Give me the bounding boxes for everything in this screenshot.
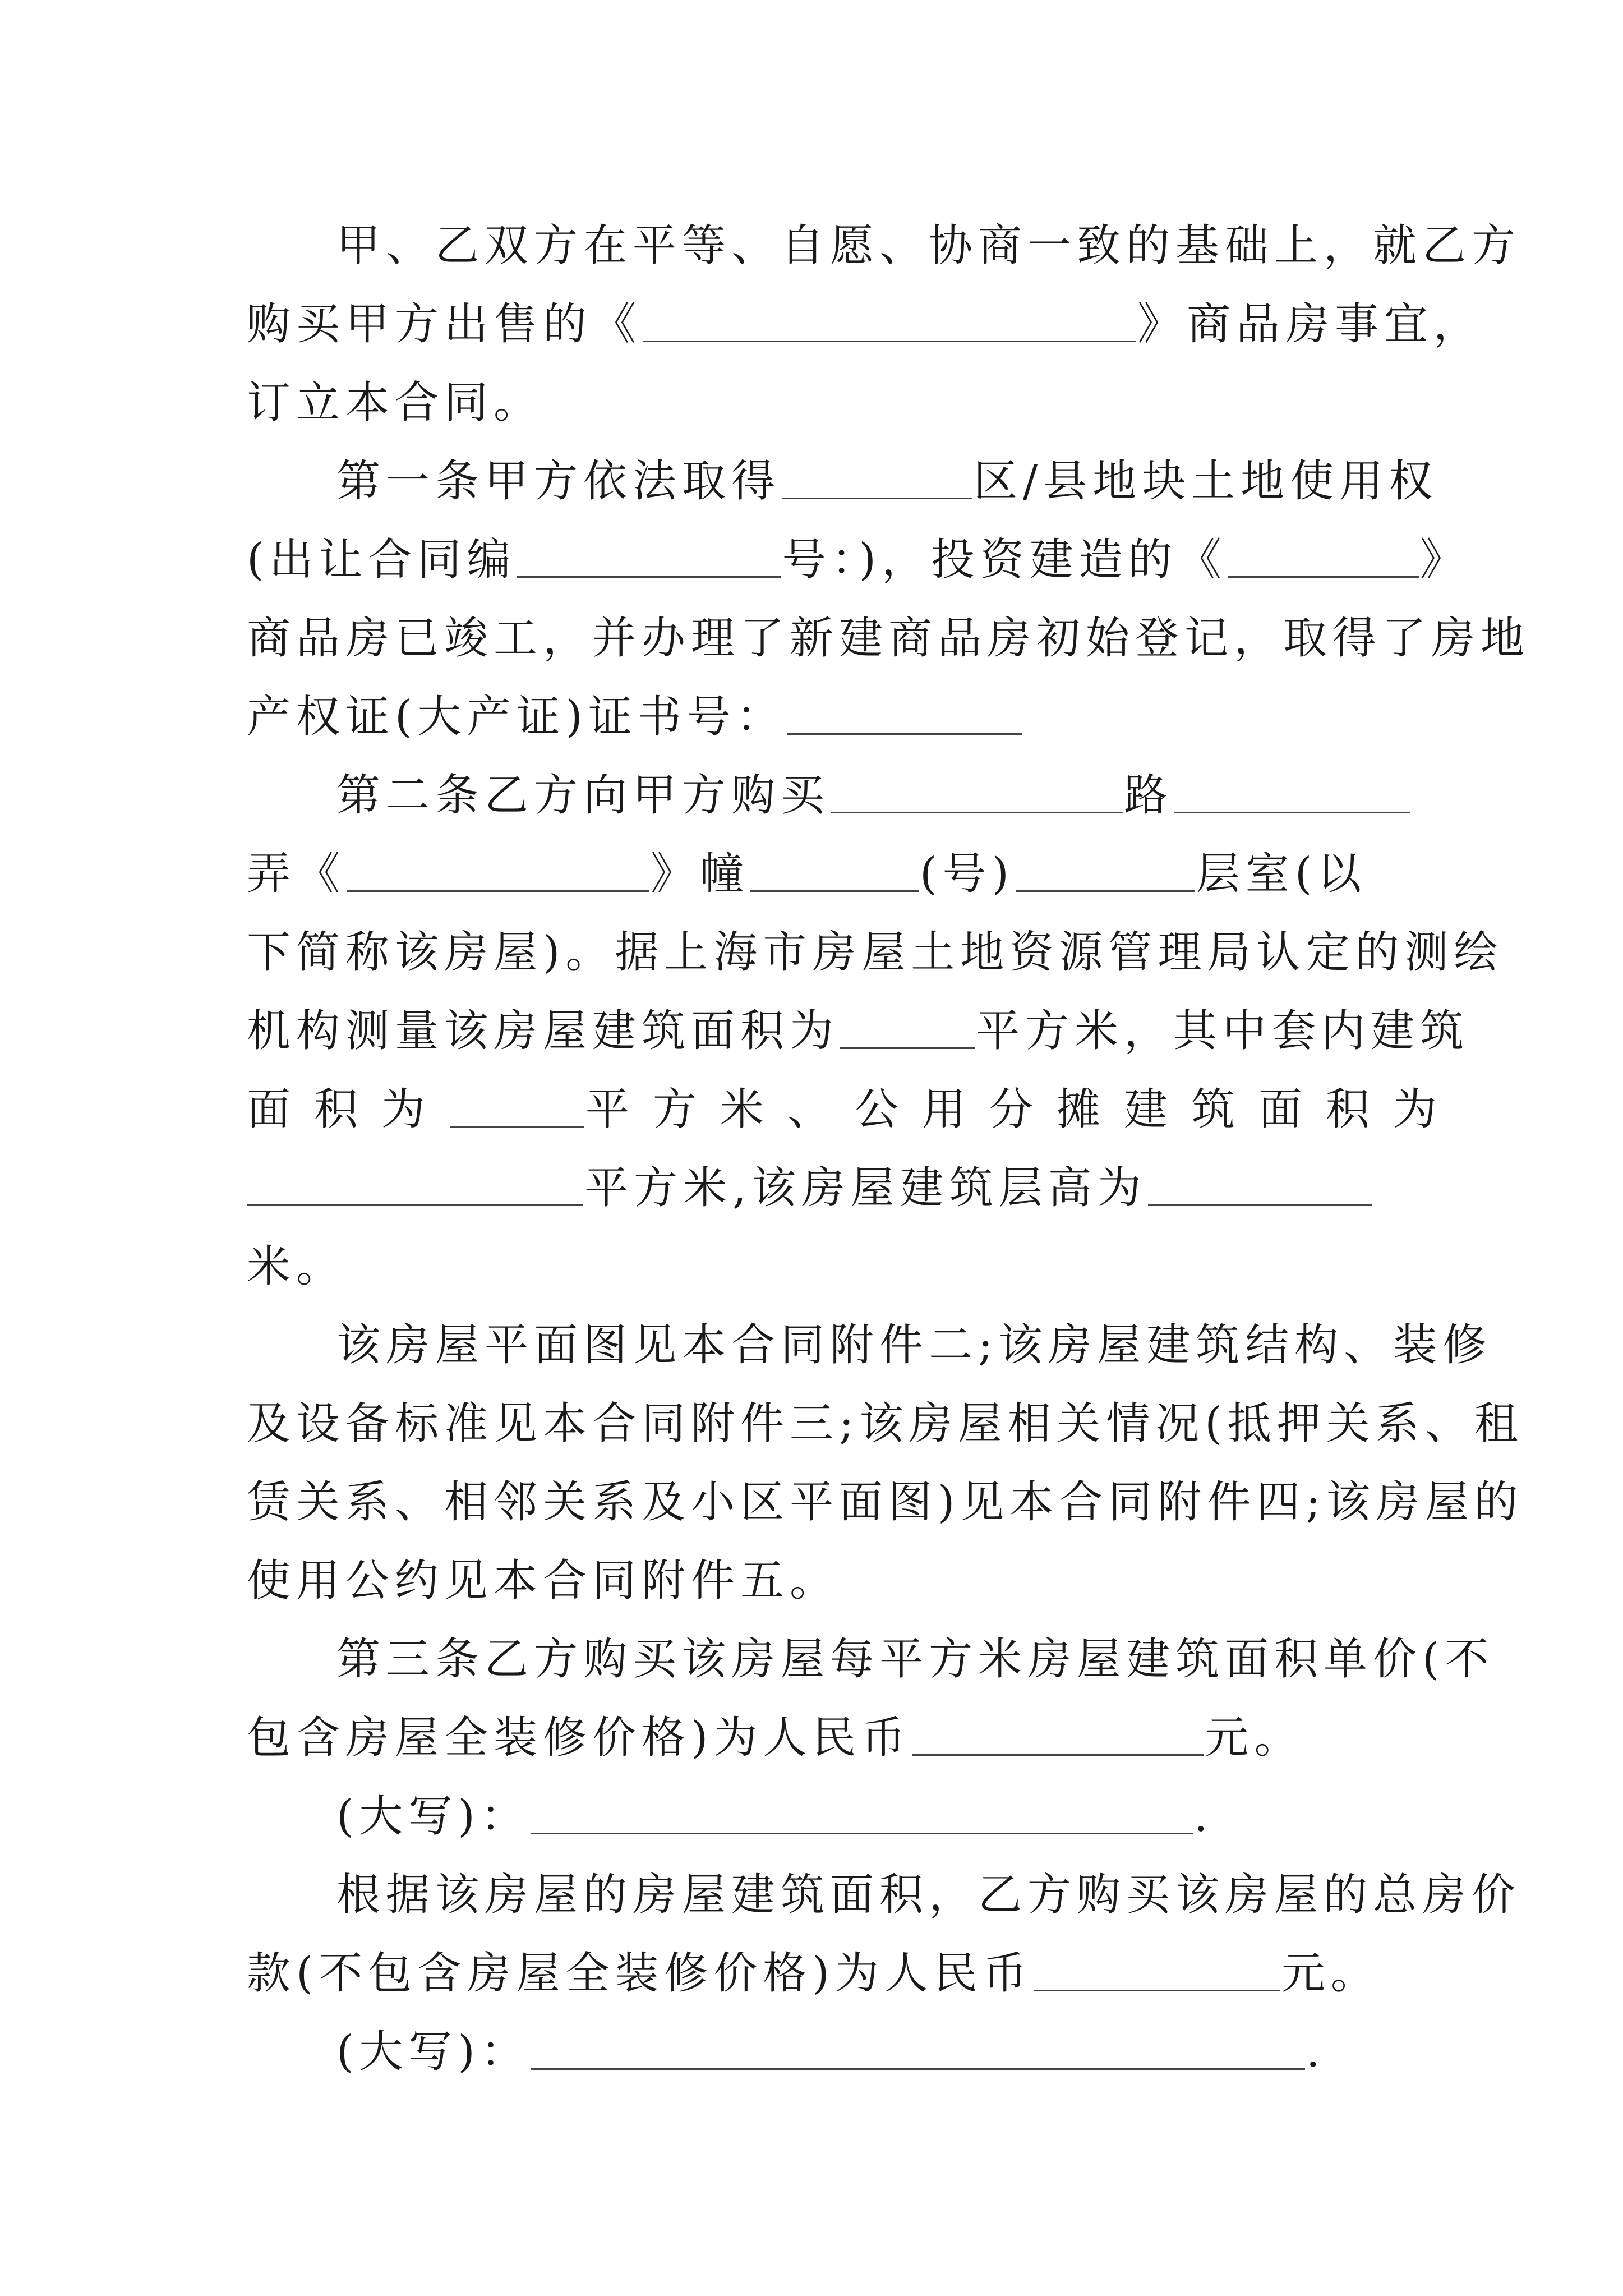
text-line <box>247 835 1368 913</box>
blank-unit-price <box>912 1715 1204 1756</box>
blank-estate <box>347 851 649 892</box>
text: 面积为 <box>247 1084 449 1135</box>
blank-building-name <box>1228 537 1419 578</box>
blank-district <box>782 458 972 499</box>
text: 赁关系、相邻关系及小区平面图)见本合同附件四;该房屋的 <box>247 1477 1524 1527</box>
text-line <box>247 1463 1524 1542</box>
text: 包含房屋全装修价格)为人民币 <box>247 1713 911 1763</box>
text-line <box>336 1777 1368 1856</box>
text-line <box>336 1306 1492 1384</box>
text-line <box>336 206 1521 285</box>
text: 使用公约见本合同附件五。 <box>247 1556 840 1606</box>
blank-lane <box>1174 772 1410 813</box>
text: 平方米，其中套内建筑 <box>976 1006 1470 1056</box>
text-line <box>336 2013 1368 2091</box>
text-line <box>247 1699 1368 1777</box>
text-line <box>247 1934 1380 2013</box>
text-line <box>247 1070 1461 1149</box>
text: 平方米,该房屋建筑层高为 <box>584 1163 1147 1213</box>
text: 甲、乙双方在平等、自愿、协商一致的基础上，就乙方 <box>336 220 1521 271</box>
text: 及设备标准见本合同附件三;该房屋相关情况(抵押关系、租 <box>247 1398 1524 1449</box>
text-line <box>247 1149 1368 1227</box>
text: 路 <box>1124 770 1174 821</box>
text: 第三条乙方购买该房屋每平方米房屋建筑面积单价(不 <box>336 1634 1495 1685</box>
text: 层室(以 <box>1196 849 1367 899</box>
text: 米。 <box>247 1241 346 1292</box>
text: 》商品房事宜， <box>1137 299 1483 349</box>
text: 第二条乙方向甲方购买 <box>336 770 831 821</box>
text: 号：)，投资建造的《 <box>782 535 1227 585</box>
text: 该房屋平面图见本合同附件二;该房屋建筑结构、装修 <box>336 1320 1492 1370</box>
text: 购买甲方出售的《 <box>247 299 642 349</box>
text-line <box>247 1542 1368 1620</box>
text: 订立本合同。 <box>247 378 543 428</box>
text: . <box>1306 2027 1326 2077</box>
blank-road <box>831 772 1123 813</box>
text: 产权证(大产证)证书号： <box>247 692 786 742</box>
text-line <box>247 678 1368 756</box>
blank-unit-price-words <box>531 1793 1193 1834</box>
text: 商品房已竣工，并办理了新建商品房初始登记，取得了房地 <box>247 613 1530 664</box>
text: 元。 <box>1281 1948 1380 1999</box>
blank-shared-area <box>247 1165 583 1206</box>
blank-total-price <box>1034 1950 1280 1991</box>
text-line <box>247 1384 1524 1463</box>
text-line <box>247 599 1530 678</box>
text: 款(不包含房屋全装修价格)为人民币 <box>247 1948 1032 1999</box>
text: 》 <box>1419 535 1469 585</box>
text: 下简称该房屋)。据上海市房屋土地资源管理局认定的测绘 <box>247 927 1504 978</box>
text: (大写)： <box>336 1791 530 1842</box>
text-line <box>247 285 1483 364</box>
blank-total-price-words <box>531 2029 1305 2070</box>
text-line <box>336 1620 1495 1699</box>
text-line <box>336 756 1368 835</box>
text-line <box>247 992 1470 1070</box>
text: (大写)： <box>336 2027 530 2077</box>
blank-certificate-no <box>787 694 1022 735</box>
blank-building-no <box>750 851 919 892</box>
text-line <box>336 442 1438 521</box>
blank-floor-area <box>840 1008 975 1049</box>
text: (出让合同编 <box>247 535 517 585</box>
text: (号) <box>920 849 1015 899</box>
text: . <box>1193 1791 1214 1842</box>
text: 第一条甲方依法取得 <box>336 456 781 507</box>
text-line <box>247 1227 1368 1306</box>
blank-floor-height <box>1148 1165 1372 1206</box>
text-line <box>247 521 1469 599</box>
blank-contract-no <box>517 537 781 578</box>
text: 》幢 <box>651 849 750 899</box>
text-line <box>336 1856 1521 1934</box>
text: 弄《 <box>247 849 346 899</box>
text: 区/县地块土地使用权 <box>974 456 1438 507</box>
text-line <box>247 913 1504 992</box>
text: 机构测量该房屋建筑面积为 <box>247 1006 840 1056</box>
text: 根据该房屋的房屋建筑面积，乙方购买该房屋的总房价 <box>336 1870 1521 1920</box>
text: 平方米、公用分摊建筑面积为 <box>585 1084 1461 1135</box>
blank-floor-room <box>1016 851 1195 892</box>
text: 元。 <box>1205 1713 1304 1763</box>
blank-inner-area <box>450 1087 584 1128</box>
text-line <box>247 364 1368 442</box>
blank-project-name <box>643 301 1136 342</box>
